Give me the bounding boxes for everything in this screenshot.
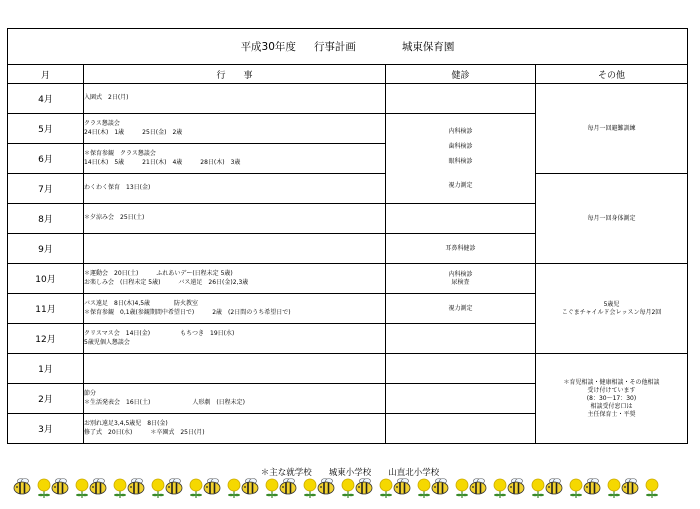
bee-icon xyxy=(546,479,562,495)
event-cell: お別れ遠足3,4,5歳児 8日(金) 修了式 20日(水) ＊卒園式 25日(月) xyxy=(84,414,386,444)
dandelion-icon xyxy=(266,479,278,498)
other-note: 受け付けています xyxy=(587,386,636,394)
event-cell xyxy=(84,354,386,384)
health-cell xyxy=(386,234,536,264)
dandelion-icon xyxy=(494,479,506,498)
health-item: 耳鼻科健診 xyxy=(445,244,476,252)
bee-icon xyxy=(394,479,410,495)
dandelion-icon xyxy=(76,479,88,498)
table-row xyxy=(8,84,688,114)
month-cell: 10月 xyxy=(8,264,84,294)
event-cell: クラス懇談会 24日(木) 1歳 25日(金) 2歳 xyxy=(84,114,386,144)
bee-icon xyxy=(508,479,524,495)
other-note: ＊育児相談・健康相談・その他相談 xyxy=(563,378,660,386)
table-row xyxy=(8,174,688,204)
dandelion-icon xyxy=(342,479,354,498)
health-cell xyxy=(386,204,536,234)
month-cell: 6月 xyxy=(8,144,84,174)
schedule-table xyxy=(7,28,688,444)
other-note: 毎月一回避難訓練 xyxy=(587,124,636,132)
bee-icon xyxy=(622,479,638,495)
event-cell: ＊保育参観 クラス懇談会 14日(木) 5歳 21日(木) 4歳 28日(木) 3歳 xyxy=(84,144,386,174)
table-row xyxy=(8,354,688,384)
other-note: (8：30～17：30) xyxy=(586,394,637,402)
other-cell xyxy=(536,354,688,444)
health-item: 尿検査 xyxy=(451,278,470,286)
other-cell xyxy=(536,174,688,264)
health-cell xyxy=(386,354,536,384)
health-cell xyxy=(386,84,536,114)
dandelion-icon xyxy=(190,479,202,498)
health-cell xyxy=(386,414,536,444)
month-cell: 3月 xyxy=(8,414,84,444)
month-cell: 1月 xyxy=(8,354,84,384)
bee-icon xyxy=(166,479,182,495)
other-note: 相談受付窓口は xyxy=(590,402,633,410)
event-cell: バス遠足 8日(木)4,5歳 防火教室 ＊保育参観 0,1歳(参観期間中希望日で) 2歳 (2日間のうち希望日で) xyxy=(84,294,386,324)
bee-icon xyxy=(14,479,30,495)
bee-icon xyxy=(204,479,220,495)
dandelion-icon xyxy=(304,479,316,498)
dandelion-icon xyxy=(38,479,50,498)
other-note: 5歳児 xyxy=(603,300,620,308)
health-item: 歯科検診 xyxy=(448,142,473,150)
month-cell: 9月 xyxy=(8,234,84,264)
dandelion-icon xyxy=(114,479,126,498)
health-cell xyxy=(386,384,536,414)
month-cell: 8月 xyxy=(8,204,84,234)
month-cell: 7月 xyxy=(8,174,84,204)
dandelion-icon xyxy=(228,479,240,498)
month-cell: 2月 xyxy=(8,384,84,414)
col-header-other: その他 xyxy=(536,65,688,84)
other-cell xyxy=(536,84,688,174)
bee-flower-border xyxy=(10,476,690,500)
col-header-events: 行 事 xyxy=(84,65,386,84)
page-title xyxy=(8,29,688,65)
title-row xyxy=(8,29,688,65)
month-cell: 4月 xyxy=(8,84,84,114)
dandelion-icon xyxy=(532,479,544,498)
bee-icon xyxy=(280,479,296,495)
dandelion-icon xyxy=(646,479,658,498)
dandelion-icon xyxy=(570,479,582,498)
month-cell: 5月 xyxy=(8,114,84,144)
health-cell xyxy=(386,114,536,204)
footer-label: ＊主な就学校 xyxy=(260,468,312,478)
dandelion-icon xyxy=(418,479,430,498)
event-cell: ＊運動会 20日(土) ふれあいデー(日程未定 5歳) お楽しみ会 (日程未定 5歳) バス遠足 26日(金)2,3歳 xyxy=(84,264,386,294)
footer-school-1: 城東小学校 xyxy=(328,468,372,478)
event-cell: クリスマス会 14日(金) もちつき 19日(水) 5歳児個人懇談会 xyxy=(84,324,386,354)
bee-icon xyxy=(432,479,448,495)
event-cell xyxy=(84,234,386,264)
health-cell xyxy=(386,294,536,324)
footer-school-2: 山直北小学校 xyxy=(388,468,440,478)
col-header-health: 健診 xyxy=(386,65,536,84)
bee-icon xyxy=(470,479,486,495)
bee-icon xyxy=(242,479,258,495)
bee-icon xyxy=(584,479,600,495)
health-cell xyxy=(386,264,536,294)
health-item: 内科検診 xyxy=(448,270,473,278)
title-plan: 行事計画 xyxy=(313,41,356,53)
month-cell: 11月 xyxy=(8,294,84,324)
health-item: 内科検診 xyxy=(448,127,473,135)
health-item: 視力測定 xyxy=(448,304,473,312)
dandelion-icon xyxy=(608,479,620,498)
event-cell: 節分 ＊生活発表会 16日(土) 人形劇 (日程未定) xyxy=(84,384,386,414)
bee-icon xyxy=(356,479,372,495)
other-note: 毎月一回身体測定 xyxy=(587,214,636,222)
other-note: 主任保育士・平奨 xyxy=(587,410,636,418)
health-item: 眼科検診 xyxy=(448,157,473,165)
other-note: こぐまチャイルド会レッスン毎月2回 xyxy=(561,308,662,316)
dandelion-icon xyxy=(380,479,392,498)
other-cell xyxy=(536,264,688,354)
header-row xyxy=(8,65,688,84)
dandelion-icon xyxy=(152,479,164,498)
event-cell: わくわく保育 13日(金) xyxy=(84,174,386,204)
bee-icon xyxy=(128,479,144,495)
month-cell: 12月 xyxy=(8,324,84,354)
event-cell: 入園式 2日(月) xyxy=(84,84,386,114)
event-cell: ＊夕涼み会 25日(土) xyxy=(84,204,386,234)
title-year: 平成30年度 xyxy=(240,41,296,53)
bee-icon xyxy=(318,479,334,495)
health-cell xyxy=(386,324,536,354)
bee-icon xyxy=(90,479,106,495)
bee-icon xyxy=(52,479,68,495)
title-school: 城東保育園 xyxy=(401,41,455,53)
health-item: 視力測定 xyxy=(448,181,473,189)
table-row xyxy=(8,264,688,294)
dandelion-icon xyxy=(456,479,468,498)
col-header-month: 月 xyxy=(8,65,84,84)
